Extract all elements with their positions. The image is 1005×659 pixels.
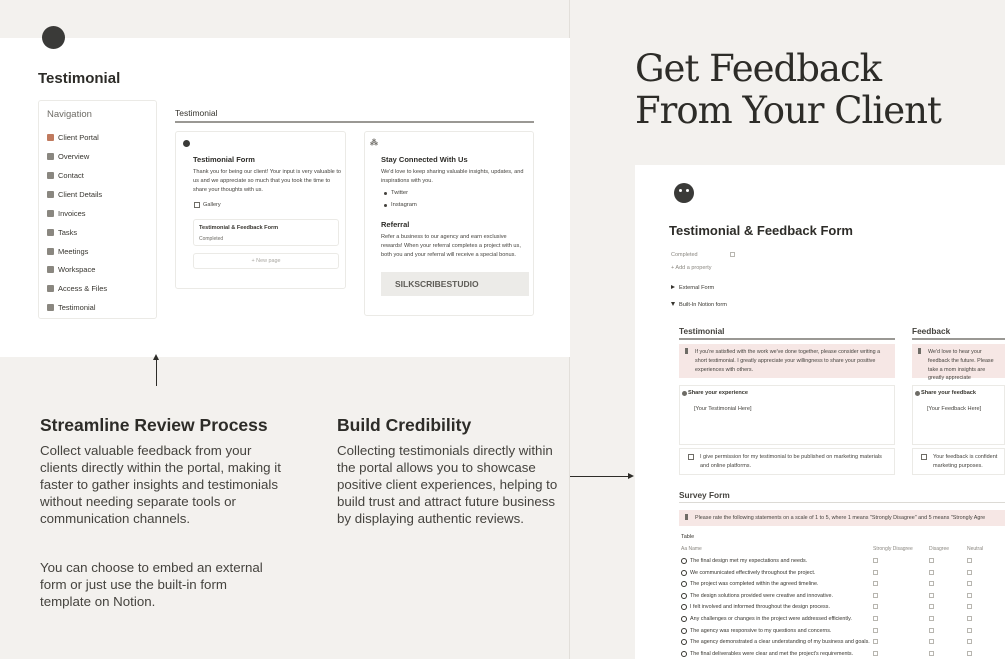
table-row[interactable]: The project was completed within the agreed timeline. — [682, 581, 819, 587]
arrow-up-icon — [153, 354, 159, 360]
permission-checkbox-row[interactable]: I give permission for my testimonial to be published on marketing materials and online platforms. — [679, 448, 895, 475]
add-property-button[interactable]: + Add a property — [671, 265, 712, 271]
table-row[interactable]: The final design met my expectations and needs. — [682, 558, 807, 564]
rating-checkbox[interactable] — [967, 593, 972, 598]
gallery-card[interactable] — [193, 219, 339, 246]
streamline-paragraph: Collect valuable feedback from your clients directly within the portal, making it faster to gather insights and testimonials without needing separate tools or communication channels. — [40, 443, 281, 526]
rating-checkbox[interactable] — [929, 604, 934, 609]
testimonial-column-heading: Testimonial — [679, 326, 725, 336]
table-row[interactable]: The final deliverables were clear and met the project's requirements. — [682, 651, 853, 657]
rating-checkbox[interactable] — [873, 628, 878, 633]
feedback-callout: We'd love to hear your feedback the future. Please take a mom insights are greatly appreciate — [912, 344, 1005, 378]
connect-title: Stay Connected With Us — [381, 155, 468, 164]
testimonial-icon — [47, 304, 54, 311]
confidential-checkbox-row[interactable]: Your feedback is confident marketing purposes. — [912, 448, 1005, 475]
table-row[interactable]: We communicated effectively throughout the project. — [682, 570, 815, 576]
streamline-paragraph-2: You can choose to embed an external form or just use the built-in form template on Notion. — [40, 560, 263, 609]
feedback-divider — [912, 338, 1005, 340]
toggle-open-icon — [671, 302, 675, 306]
rating-checkbox[interactable] — [929, 570, 934, 575]
col-disagree[interactable]: Disagree — [929, 546, 950, 552]
arrow-right-icon — [628, 473, 634, 479]
share-experience-block[interactable] — [679, 385, 895, 445]
navigation-panel — [38, 100, 157, 319]
table-row[interactable]: The design solutions provided were creative and innovative. — [682, 593, 833, 599]
rating-checkbox[interactable] — [967, 651, 972, 656]
pin-icon — [918, 348, 921, 354]
smile-icon — [183, 140, 190, 147]
rating-checkbox[interactable] — [929, 581, 934, 586]
rating-checkbox[interactable] — [873, 581, 878, 586]
rating-checkbox[interactable] — [929, 639, 934, 644]
pin-icon — [685, 514, 688, 520]
chat-icon — [682, 391, 687, 396]
client-details-icon — [47, 191, 54, 198]
table-view-tab[interactable]: Table — [681, 534, 695, 540]
nav-item-overview[interactable]: Overview — [47, 152, 89, 161]
share-experience-title: Share your experience — [688, 390, 749, 396]
tasks-icon — [47, 229, 54, 236]
nav-item-client-portal[interactable]: Client Portal — [47, 133, 99, 142]
nav-item-client-details[interactable]: Client Details — [47, 190, 102, 199]
survey-heading: Survey Form — [679, 490, 730, 500]
toggle-external-form[interactable]: External Form — [671, 285, 714, 291]
rating-checkbox[interactable] — [873, 593, 878, 598]
rating-checkbox[interactable] — [873, 558, 878, 563]
rating-checkbox[interactable] — [967, 570, 972, 575]
streamline-heading: Streamline Review Process — [40, 415, 268, 435]
feedback-column-heading: Feedback — [912, 326, 951, 336]
feedback-input[interactable]: [Your Feedback Here] — [927, 406, 982, 412]
col-name[interactable]: Aa Name — [681, 546, 702, 552]
access-icon — [47, 285, 54, 292]
rating-checkbox[interactable] — [967, 639, 972, 644]
rating-checkbox[interactable] — [967, 581, 972, 586]
credibility-paragraph: Collecting testimonials directly within the portal allows you to showcase positive client experiences, helping to build trust and attract future business by displaying authentic reviews. — [337, 443, 558, 526]
gallery-card-title: Testimonial & Feedback Form — [199, 225, 279, 231]
referral-title: Referral — [381, 220, 410, 229]
rating-checkbox[interactable] — [929, 558, 934, 563]
confidential-checkbox[interactable] — [921, 454, 927, 460]
table-row[interactable]: The agency demonstrated a clear understanding of my business and goals. — [682, 639, 870, 645]
rating-checkbox[interactable] — [873, 651, 878, 656]
col-strongly-disagree[interactable]: Strongly Disagree — [873, 546, 913, 552]
testimonial-callout: If you're satisfied with the work we've done together, please consider writing a short testimonial. I greatly appreciate your willingness to share your positive experiences with others. — [679, 344, 895, 378]
toggle-closed-icon — [671, 285, 675, 289]
testimonial-form-card — [175, 131, 346, 289]
completed-property[interactable]: Completed — [671, 252, 698, 258]
overview-icon — [47, 153, 54, 160]
page-title: Testimonial — [38, 70, 121, 87]
people-icon: ⁂ — [370, 138, 378, 147]
rating-checkbox[interactable] — [929, 616, 934, 621]
nav-item-invoices[interactable]: Invoices — [47, 209, 86, 218]
table-row[interactable]: Any challenges or changes in the project were addressed efficiently. — [682, 616, 852, 622]
nav-item-workspace[interactable]: Workspace — [47, 265, 95, 274]
invoices-icon — [47, 210, 54, 217]
hero-heading-line1: Get Feedback — [635, 47, 882, 90]
nav-heading: Navigation — [47, 109, 92, 120]
rating-checkbox[interactable] — [967, 558, 972, 563]
rating-checkbox[interactable] — [873, 639, 878, 644]
connect-card — [364, 131, 534, 316]
rating-checkbox[interactable] — [967, 604, 972, 609]
instagram-link[interactable]: Instagram — [391, 202, 417, 208]
referral-code[interactable]: SILKSCRIBESTUDIO — [381, 272, 529, 296]
card-title: Testimonial Form — [193, 155, 255, 164]
toggle-builtin-form[interactable]: Built-In Notion form — [671, 302, 727, 308]
permission-checkbox[interactable] — [688, 454, 694, 460]
completed-checkbox[interactable] — [730, 252, 735, 257]
gallery-view-tab[interactable]: Gallery — [194, 202, 221, 208]
rating-checkbox[interactable] — [929, 593, 934, 598]
nav-item-testimonial[interactable]: Testimonial — [47, 303, 96, 312]
contact-icon — [47, 172, 54, 179]
meetings-icon — [47, 248, 54, 255]
gallery-icon — [194, 202, 200, 208]
survey-divider — [679, 502, 1005, 503]
section-divider — [175, 121, 534, 123]
arrow-right-line — [570, 476, 630, 477]
rating-checkbox[interactable] — [873, 570, 878, 575]
connect-text: We'd love to keep sharing valuable insights, updates, and inspirations with you. — [381, 169, 524, 184]
nav-item-tasks[interactable]: Tasks — [47, 228, 77, 237]
rating-checkbox[interactable] — [929, 628, 934, 633]
pin-icon — [685, 348, 688, 354]
form-title: Testimonial & Feedback Form — [669, 223, 853, 238]
nav-item-access-files[interactable]: Access & Files — [47, 284, 107, 293]
page-avatar-icon — [42, 26, 65, 49]
nav-item-contact[interactable]: Contact — [47, 171, 84, 180]
arrow-up-line — [156, 356, 157, 386]
survey-callout: Please rate the following statements on a scale of 1 to 5, where 1 means "Strongly Disagree" and 5 means "Strongly Agre — [679, 510, 1005, 526]
testimonial-divider — [679, 338, 895, 340]
gallery-card-property: Completed — [199, 236, 224, 242]
hero-heading — [635, 48, 941, 132]
section-title: Testimonial — [175, 108, 218, 118]
card-text: Thank you for being our client! Your input is very valuable to us and we appreciate so much that you took the time to share your thoughts with us. — [193, 169, 342, 193]
referral-text: Refer a business to our agency and earn exclusive rewards! When your referral completes a project with us, both you and your referral will receive a special bonus. — [381, 234, 521, 258]
nav-item-meetings[interactable]: Meetings — [47, 247, 88, 256]
rating-checkbox[interactable] — [873, 604, 878, 609]
rating-checkbox[interactable] — [873, 616, 878, 621]
table-row[interactable]: The agency was responsive to my questions and concerns. — [682, 628, 831, 634]
portal-icon — [47, 134, 54, 141]
new-page-button[interactable]: + New page — [193, 253, 339, 269]
smile-icon — [674, 183, 694, 203]
twitter-link[interactable]: Twitter — [391, 190, 409, 196]
chat-icon — [915, 391, 920, 396]
rating-checkbox[interactable] — [967, 628, 972, 633]
credibility-heading: Build Credibility — [337, 415, 472, 435]
testimonial-input[interactable]: [Your Testimonial Here] — [694, 406, 752, 412]
hero-heading-line2: From Your Client — [635, 89, 941, 132]
workspace-icon — [47, 266, 54, 273]
table-row[interactable]: I felt involved and informed throughout the design process. — [682, 604, 830, 610]
rating-checkbox[interactable] — [967, 616, 972, 621]
col-neutral[interactable]: Neutral — [967, 546, 984, 552]
rating-checkbox[interactable] — [929, 651, 934, 656]
share-feedback-title: Share your feedback — [921, 390, 977, 396]
share-feedback-block[interactable] — [912, 385, 1005, 445]
